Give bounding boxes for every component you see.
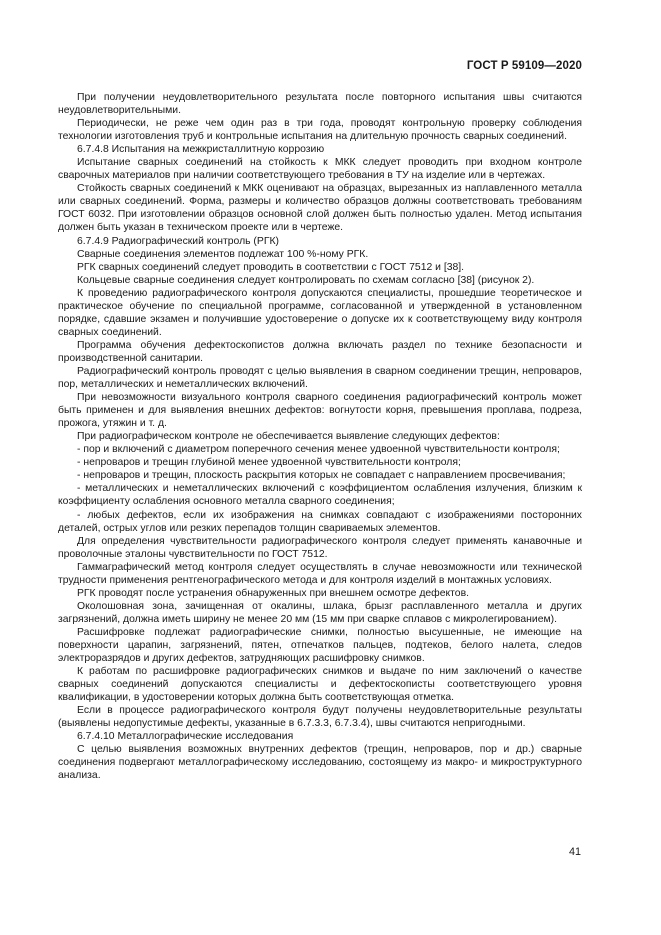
paragraph: Если в процессе радиографического контроля будут получены неудовлетворительные результаты (выявлены недопустимые дефекты, указанные в 6.7.3.3, 6.7.3.4), швы считаются непригодными. — [58, 705, 582, 730]
page-number: 41 — [568, 846, 581, 858]
paragraph: Испытание сварных соединений на стойкость к МКК следует проводить при входном контроле сварочных материалов при наличии соответствующего требования в ТУ на изделие или в чертежах. — [58, 157, 582, 182]
paragraph: При получении неудовлетворительного результата после повторного испытания швы считаются неудовлетворительными. — [58, 92, 582, 117]
list-item: - непроваров и трещин, плоскость раскрытия которых не совпадает с направлением просвечивания; — [77, 470, 566, 482]
paragraph: При радиографическом контроле не обеспечивается выявление следующих дефектов: — [77, 431, 500, 443]
paragraph: РГК проводят после устранения обнаруженных при внешнем осмотре дефектов. — [77, 587, 469, 599]
paragraph: Программа обучения дефектоскопистов должна включать раздел по технике безопасности и производственной санитарии. — [58, 339, 582, 364]
paragraph: Для определения чувствительности радиографического контроля следует применять канавочные и проволочные эталоны чувствительности по ГОСТ 7512. — [58, 535, 582, 560]
paragraph: К работам по расшифровке радиографических снимков и выдаче по ним заключений о качестве сварных соединений допускаются специалисты и дефектоскописты соответствующего уровня квалификации, в удостоверении которых должна быть соответствующая отметка. — [58, 666, 582, 704]
paragraph: С целью выявления возможных внутренних дефектов (трещин, непроваров, пор и др.) сварные соединения подвергают металлографическому исследованию, состоящему из макро- и микроструктурного анализа. — [58, 744, 582, 782]
paragraph: К проведению радиографического контроля допускаются специалисты, прошедшие теоретическое и практическое обучение по специальной программе, согласованной и утвержденной в установленном порядке, сдавшие экзамен и получившие удостоверение о допуске их к соответствующему виду контроля сварных соединений. — [58, 287, 582, 338]
paragraph: Кольцевые сварные соединения следует контролировать по схемам согласно [38] (рисунок 2). — [77, 274, 535, 286]
paragraph: Околошовная зона, зачищенная от окалины, шлака, брызг расплавленного металла и других загрязнений, должна иметь ширину не менее 20 мм (15 мм при сварке сплавов с микролегированием). — [58, 600, 582, 625]
document-body — [58, 91, 582, 782]
list-item: - непроваров и трещин глубиной менее удвоенной чувствительности контроля; — [77, 457, 461, 469]
list-item: - пор и включений с диаметром поперечного сечения менее удвоенной чувствительности контроля; — [77, 444, 560, 456]
document-header: ГОСТ Р 59109—2020 — [466, 60, 582, 72]
section-heading: 6.7.4.10 Металлографические исследования — [77, 731, 294, 743]
list-item: - металлических и неметаллических включений с коэффициентом ослабления излучения, близким к коэффициенту ослабления основного металла сварного соединения; — [58, 483, 582, 508]
paragraph: При невозможности визуального контроля сварного соединения радиографический контроль может быть применен и для выявления внешних дефектов: вогнутости корня, превышения проплава, подреза, прожога, утяжин и т. д. — [58, 392, 582, 430]
paragraph: Периодически, не реже чем один раз в три года, проводят контрольную проверку соблюдения технологии изготовления труб и контрольные испытания на длительную прочность сварных соединений. — [58, 118, 582, 143]
list-item: - любых дефектов, если их изображения на снимках совпадают с изображениями посторонних деталей, острых углов или резких перепадов толщин свариваемых элементов. — [58, 509, 582, 534]
section-heading: 6.7.4.9 Радиографический контроль (РГК) — [77, 235, 279, 247]
section-heading: 6.7.4.8 Испытания на межкристаллитную коррозию — [77, 144, 325, 156]
paragraph: РГК сварных соединений следует проводить в соответствии с ГОСТ 7512 и [38]. — [77, 261, 465, 273]
paragraph: Гаммаграфический метод контроля следует осуществлять в случае невозможности или технической трудности применения рентгенографического метода и для контроля изделий в монтажных условиях. — [58, 561, 582, 586]
paragraph: Сварные соединения элементов подлежат 100 %-ному РГК. — [77, 248, 369, 260]
paragraph: Радиографический контроль проводят с целью выявления в сварном соединении трещин, непроваров, пор, металлических и неметаллических включений. — [58, 365, 582, 391]
paragraph: Расшифровке подлежат радиографические снимки, полностью высушенные, не имеющие на поверхности царапин, загрязнений, пятен, отпечатков пальцев, подтеков, белого налета, следов электроразрядов и других дефектов, затрудняющих расшифровку снимков. — [58, 626, 582, 665]
paragraph: Стойкость сварных соединений к МКК оценивают на образцах, вырезанных из наплавленного металла или сварных соединений. Форма, размеры и количество образцов должны соответствовать требованиям ГОСТ 6032. При изготовлении образцов основной слой должен быть полностью удален. Метод испытания должен быть указан в техническом проекте или в чертеже. — [58, 183, 582, 234]
